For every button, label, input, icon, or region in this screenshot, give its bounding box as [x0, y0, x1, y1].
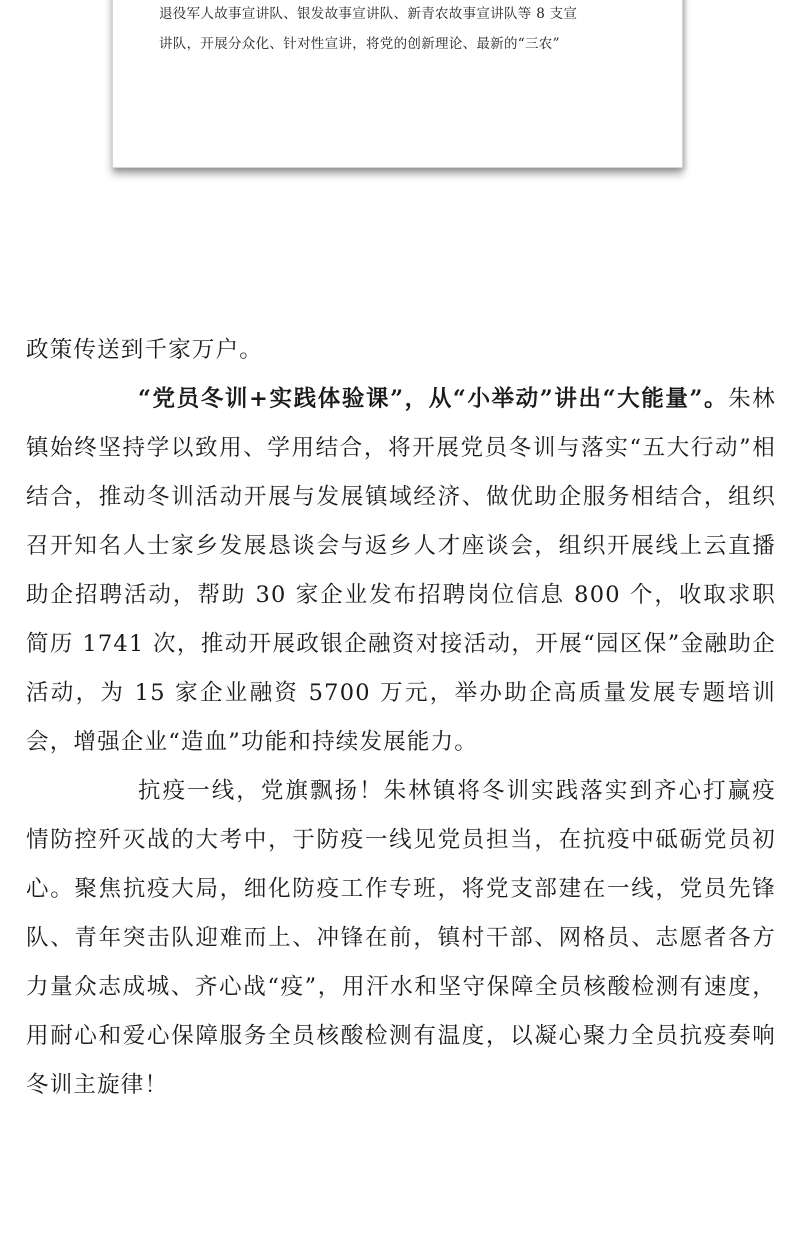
paragraph-training-body: 朱林镇始终坚持学以致用、学用结合，将开展党员冬训与落实“五大行动”相结合，推动冬训活动开展与发展镇域经济、做优助企服务相结合，组织召开知名人士家乡发展恳谈会与返乡人才座谈会，组织开展线上云直播助企招聘活动，帮助 30 家企业发布招聘岗位信息 800 个，收取求职简历 1741 次，推动开展政银企融资对接活动，开展“园区保”金融助企活动，为 15 家企业融资 5700 万元，举办助企高质量发展专题培训会，增强企业“造血”功能和持续发展能力。 — [26, 386, 777, 755]
section-heading: “党员冬训+实践体验课”，从“小举动”讲出“大能量”。 — [138, 386, 729, 412]
preview-text-line: 退役军人故事宣讲队、银发故事宣讲队、新青农故事宣讲队等 8 支宣 — [159, 6, 578, 22]
paragraph-continuation: 政策传送到千家万户。 — [26, 337, 264, 363]
preview-text-line: 讲队，开展分众化、针对性宣讲，将党的创新理论、最新的“三农” — [159, 36, 560, 52]
paragraph-training — [26, 375, 776, 767]
paragraph-epidemic: 抗疫一线，党旗飘扬！朱林镇将冬训实践落实到齐心打赢疫情防控歼灭战的大考中，于防疫一线见党员担当，在抗疫中砥砺党员初心。聚焦抗疫大局，细化防疫工作专班，将党支部建在一线，党员先锋队、青年突击队迎难而上、冲锋在前，镇村干部、网格员、志愿者各方力量众志成城、齐心战“疫”，用汗水和坚守保障全员核酸检测有速度，用耐心和爱心保障服务全员核酸检测有温度，以凝心聚力全员抗疫奏响冬训主旋律！ — [26, 778, 776, 1098]
article-body — [26, 326, 776, 1110]
document-preview-card — [112, 0, 683, 168]
